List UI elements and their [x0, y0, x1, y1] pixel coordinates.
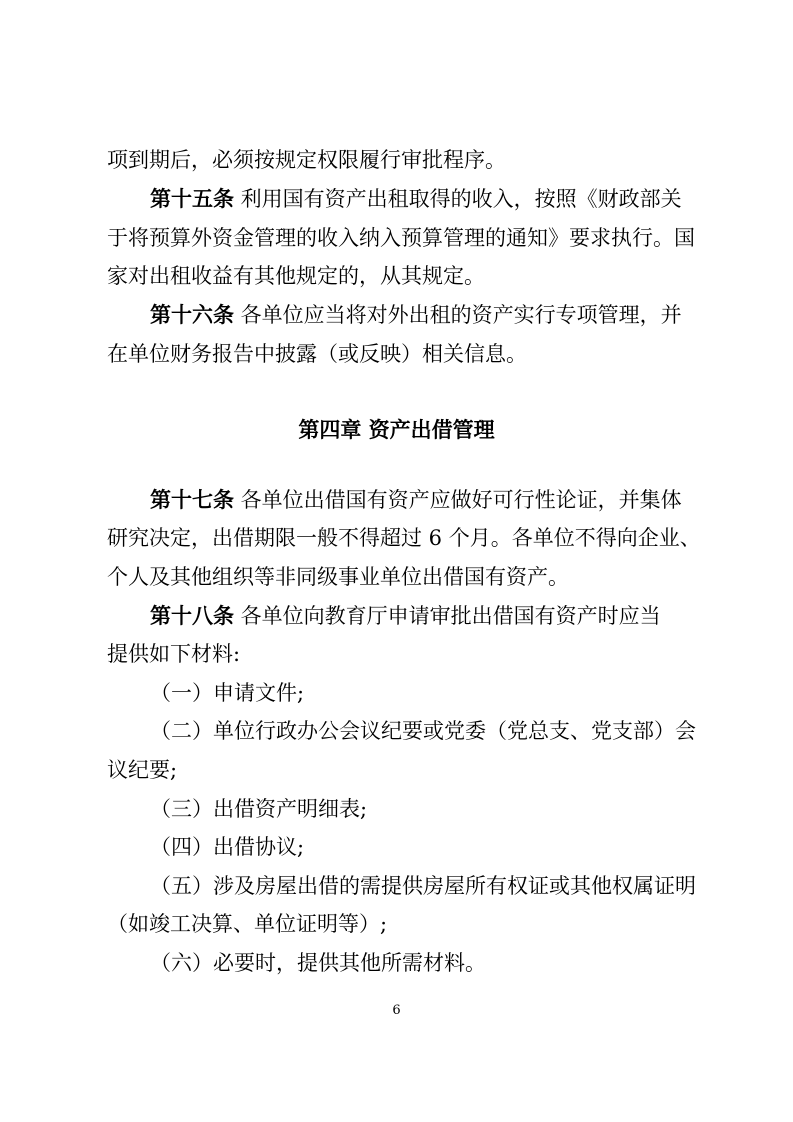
article-17-heading: 第十七条	[150, 488, 234, 512]
article-18-line: 第十八条 各单位向教育厅申请审批出借国有资产时应当	[150, 604, 661, 628]
paragraph-line: 提供如下材料:	[107, 642, 241, 666]
list-item: （五）涉及房屋出借的需提供房屋所有权证或其他权属证明	[150, 874, 696, 898]
list-item-continuation: 议纪要;	[107, 758, 178, 782]
paragraph-line: 项到期后，必须按规定权限履行审批程序。	[107, 148, 506, 172]
page-number: 6	[392, 1003, 401, 1018]
chapter-title: 第四章 资产出借管理	[298, 418, 495, 442]
list-item: （一）申请文件;	[150, 681, 305, 705]
paragraph-line: 个人及其他组织等非同级事业单位出借国有资产。	[107, 565, 569, 589]
article-16-heading: 第十六条	[150, 303, 234, 327]
list-item: （四）出借协议;	[150, 835, 305, 859]
article-15-line: 第十五条 利用国有资产出租取得的收入，按照《财政部关	[150, 187, 682, 211]
paragraph-line: 在单位财务报告中披露（或反映）相关信息。	[107, 342, 527, 366]
list-item: （三）出借资产明细表;	[150, 797, 368, 821]
list-item-continuation: （如竣工决算、单位证明等）;	[107, 912, 388, 936]
paragraph-line: 于将预算外资金管理的收入纳入预算管理的通知》要求执行。国	[107, 226, 695, 250]
article-18-heading: 第十八条	[150, 604, 234, 628]
paragraph-line: 家对出租收益有其他规定的，从其规定。	[107, 264, 485, 288]
list-item: （六）必要时，提供其他所需材料。	[150, 951, 486, 975]
list-item: （二）单位行政办公会议纪要或党委（党总支、党支部）会	[150, 719, 696, 743]
paragraph-line: 研究决定，出借期限一般不得超过 6 个月。各单位不得向企业、	[107, 526, 701, 550]
article-16-line: 第十六条 各单位应当将对外出租的资产实行专项管理，并	[150, 303, 682, 327]
article-17-line: 第十七条 各单位出借国有资产应做好可行性论证，并集体	[150, 488, 682, 512]
article-15-heading: 第十五条	[150, 187, 234, 211]
